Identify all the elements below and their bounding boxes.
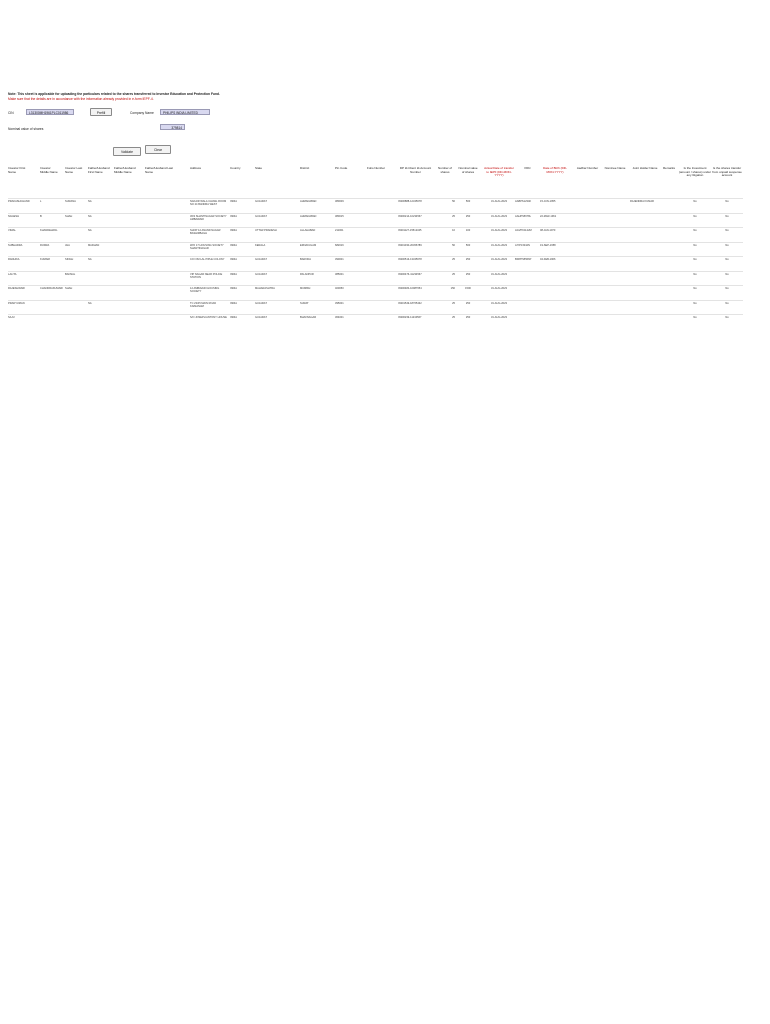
table-cell-shares[interactable]: 150 [450,287,455,290]
table-cell-suspense[interactable]: No [725,229,729,232]
table-cell-country[interactable]: INDIA [230,287,237,290]
table-cell-last[interactable]: SHAH [65,287,73,290]
table-cell-dpid[interactable]: IN300513-13345678 [398,258,422,261]
row-divider [8,300,743,301]
cin-label: CIN [8,111,14,115]
column-header: Remarks [662,166,675,170]
table-cell-date[interactable]: 31-AUG-2023 [490,272,507,276]
table-cell-state[interactable]: GUJARAT [255,272,267,276]
column-header: State [255,166,263,170]
table-cell-first[interactable]: RADHIKA [8,258,20,261]
table-cell-last[interactable]: BANSAL [65,272,76,276]
table-cell-joint[interactable]: RAJENDRA KUMAR [630,200,654,203]
table-cell-date[interactable]: 31-AUG-2023 [490,316,507,319]
table-cell-dpid[interactable]: IN300476-41234567 [398,272,422,276]
table-cell-first[interactable]: PRAKASHCHAND [8,200,30,203]
table-cell-shares[interactable]: 25 [452,316,455,319]
column-header: Nominee Name [604,166,626,170]
table-cell-district[interactable]: ALLAHABAD [300,229,316,232]
table-cell-nominal[interactable]: 250 [465,301,471,305]
column-header: Is the shares transfer from unpaid suspense account [712,166,742,178]
table-cell-dob[interactable]: 22-MAR-1961 [540,214,557,218]
table-cell-father-first[interactable]: NA [88,258,92,261]
column-header: Investor Last Name [65,166,83,174]
nominal-value-input[interactable]: 379814 [160,124,185,130]
table-cell-address[interactable]: SHOP 12 ANAND NAGAR BASHIRBAGH [190,229,221,236]
table-cell-nominal[interactable]: 500 [465,200,471,203]
table-cell-last[interactable]: SURANA [65,200,76,203]
table-cell-dpid[interactable]: IN300239-11234567 [398,316,422,319]
column-header: DP Id-Client Id-Account Number [399,166,432,174]
table-cell-address[interactable]: 12 AMBAVADI HOUSING SOCIETY [190,287,220,294]
row-divider [8,271,743,272]
table-cell-first[interactable]: SAJU [8,316,15,319]
note-line-2: Make sure that the details are in accordance with the information already provided in e-form IEPF-4. [8,97,154,101]
table-cell-father-first[interactable]: NA [88,214,92,218]
table-cell-district[interactable]: AHMADABAD [300,200,317,203]
table-cell-suspense[interactable]: No [725,301,729,305]
table-cell-first[interactable]: SUBHADRA [8,243,23,247]
table-cell-pin[interactable]: 395001 [335,301,344,305]
table-cell-shares[interactable]: 10 [452,229,455,232]
column-header: Is the Investment (amount / shares) under any litigation [679,166,712,178]
column-header: Aadhar Number [576,166,599,170]
table-cell-middle[interactable]: KHANDELWAL [40,229,58,232]
table-cell-last[interactable]: JHA [65,243,70,247]
table-cell-litigation[interactable]: No [693,229,697,232]
table-cell-pan[interactable]: AGVPK1122M [515,229,532,232]
table-cell-address[interactable]: S/O JOSEPH ANTONY HOUSE [190,316,227,319]
column-header: Country [230,166,241,170]
table-cell-pin[interactable]: 211001 [335,229,344,232]
prefill-button[interactable]: Prefill [90,108,112,116]
table-cell-first[interactable]: NAGESH [8,214,19,218]
table-cell-middle[interactable]: CHANDRAKUMARI [40,287,63,290]
table-cell-nominal[interactable]: 1500 [465,287,471,290]
column-header: District [300,166,310,170]
table-cell-state[interactable]: GUJARAT [255,301,267,305]
table-cell-address[interactable]: TC 23/45 MAIN ROAD KAIMANAM [190,301,217,308]
table-cell-suspense[interactable]: No [725,287,729,290]
table-cell-litigation[interactable]: No [693,258,697,261]
table-cell-date[interactable]: 31-AUG-2023 [490,243,507,247]
company-name-input[interactable]: PHILIPS INDIA LIMITED [160,109,210,115]
table-cell-date[interactable]: 31-AUG-2023 [490,258,507,261]
table-cell-pin[interactable]: 380015 [335,214,344,218]
table-cell-litigation[interactable]: No [693,301,697,305]
nominal-value-label: Nominal value of shares [8,127,44,131]
table-cell-father-first[interactable]: NA [88,229,92,232]
column-header: Address [190,166,202,170]
table-cell-dpid[interactable]: IN301330-20456789 [398,243,422,247]
table-cell-pan[interactable]: AAHPS5678L [515,214,532,218]
table-cell-first[interactable]: LALITA [8,272,17,276]
table-cell-country[interactable]: INDIA [230,214,237,218]
table-cell-shares[interactable]: 25 [452,214,455,218]
note-line-1: Note: This sheet is applicable for uploading the particulars related to the shares transferred to Investor Education and Protection Fund. [8,92,220,96]
table-cell-litigation[interactable]: No [693,272,697,276]
table-cell-pan[interactable]: BDPPS5566P [515,258,532,261]
table-cell-pin[interactable]: 400050 [335,287,344,290]
table-cell-nominal[interactable]: 250 [465,214,471,218]
table-cell-country[interactable]: INDIA [230,200,237,203]
table-cell-state[interactable]: GUJARAT [255,200,267,203]
table-cell-country[interactable]: INDIA [230,316,237,319]
company-name-label: Company Name [130,111,154,115]
table-cell-pin[interactable]: 380009 [335,200,344,203]
table-cell-middle[interactable]: B [40,214,42,218]
table-cell-suspense[interactable]: No [725,200,729,203]
table-cell-father-first[interactable]: NA [88,200,92,203]
column-header: Number of shares [437,166,452,174]
table-cell-pin[interactable]: 385001 [335,272,344,276]
column-header: Investor First Name [8,166,26,174]
row-divider [8,256,743,257]
table-cell-nominal[interactable]: 250 [465,258,471,261]
table-cell-country[interactable]: INDIA [230,258,237,261]
table-cell-litigation[interactable]: No [693,214,697,218]
row-divider [8,242,743,243]
table-cell-first[interactable]: PRADYUMAN [8,301,25,305]
table-cell-shares[interactable]: 50 [452,200,455,203]
table-cell-shares[interactable]: 25 [452,301,455,305]
table-cell-country[interactable]: INDIA [230,243,237,247]
row-divider [8,314,743,315]
table-cell-shares[interactable]: 50 [452,243,455,247]
table-cell-last[interactable]: SINGH [65,258,74,261]
row-divider [8,285,743,286]
table-cell-suspense[interactable]: No [725,258,729,261]
table-cell-state[interactable]: UTTAR PRADESH [255,229,277,232]
table-cell-date[interactable]: 31-AUG-2023 [490,229,507,232]
table-cell-state[interactable]: KERALA [255,243,266,247]
table-cell-nominal[interactable]: 500 [465,243,471,247]
table-cell-litigation[interactable]: No [693,200,697,203]
table-cell-nominal[interactable]: 250 [465,272,471,276]
table-cell-shares[interactable]: 25 [452,272,455,276]
table-cell-district[interactable]: SURAT [300,301,309,305]
table-cell-dpid[interactable]: IN300214-10234567 [398,214,422,218]
cin-input[interactable]: L31300MH1961PLC011986 [26,109,74,115]
table-cell-date[interactable]: 31-AUG-2023 [490,200,507,203]
table-cell-country[interactable]: INDIA [230,229,237,232]
table-cell-state[interactable]: GUJARAT [255,258,267,261]
table-cell-dpid[interactable]: IN301549-18765432 [398,301,422,305]
table-cell-suspense[interactable]: No [725,243,729,247]
column-header: Investor Middle Name [40,166,58,174]
table-cell-middle[interactable]: KUMARI [40,258,51,261]
table-cell-nominal[interactable]: 250 [465,316,471,319]
table-cell-address[interactable]: C/O OM LAL PIPLE COLONY [190,258,225,261]
table-cell-dpid[interactable]: IN300888-12345678 [398,200,422,203]
table-cell-address[interactable]: VIP NAGAR NEAR POLICE STATION [190,272,223,279]
table-cell-state[interactable]: GUJARAT [255,316,267,319]
table-cell-district[interactable]: PALANPUR [300,272,314,276]
row-divider [8,227,743,228]
table-cell-father-first[interactable]: NA [88,301,92,305]
table-cell-district[interactable]: BHAVNAGAR [300,316,317,319]
table-cell-first[interactable]: VIMAL [8,229,16,232]
row-divider [8,198,743,199]
column-header: Date of Birth (DD-MON-YYYY) [543,166,567,174]
table-cell-middle[interactable]: RUDRA [40,243,50,247]
table-cell-pin[interactable]: 682016 [335,243,344,247]
table-cell-district[interactable]: AHMADABAD [300,214,317,218]
clear-button[interactable]: Clear [145,145,171,154]
table-cell-district[interactable]: ERNAKULAM [300,243,317,247]
table-cell-date[interactable]: 31-AUG-2023 [490,214,507,218]
table-cell-suspense[interactable]: No [725,214,729,218]
column-header: Folio Number [367,166,386,170]
table-cell-father-first[interactable]: MADHAN [88,243,100,247]
column-header: Pin Code [335,166,348,170]
row-divider [8,213,743,214]
column-header: Father/Husband Middle Name [114,166,136,174]
table-cell-litigation[interactable]: No [693,287,697,290]
table-cell-dob[interactable]: 08-JAN-1970 [540,229,556,232]
table-cell-pan[interactable]: AABPS1234K [515,200,532,203]
table-cell-pan[interactable]: AIYPJ3344N [515,243,530,247]
table-cell-address[interactable]: W/O 17 HOUSING SOCIETY SHANTINAGAR [190,243,224,250]
table-cell-last[interactable]: SHAH [65,214,73,218]
table-cell-address[interactable]: 36/3 SHANTINAGAR SOCIETY AMBAWADI [190,214,227,221]
table-cell-first[interactable]: RAJESHWARI [8,287,25,290]
table-cell-litigation[interactable]: No [693,316,697,319]
table-cell-dob[interactable]: 15-JUN-1955 [540,200,556,203]
table-cell-middle[interactable]: L [40,200,42,203]
table-cell-date[interactable]: 31-AUG-2023 [490,301,507,305]
table-cell-pin[interactable]: 390001 [335,258,344,261]
table-cell-district[interactable]: MUMBAI [300,287,311,290]
table-cell-suspense[interactable]: No [725,316,729,319]
column-header: Nominal value of shares [458,166,478,174]
table-cell-country[interactable]: INDIA [230,272,237,276]
table-cell-state[interactable]: MAHARASHTRA [255,287,275,290]
table-cell-suspense[interactable]: No [725,272,729,276]
table-cell-country[interactable]: INDIA [230,301,237,305]
table-cell-address[interactable]: NAKAIR WALA CHAWL ROOM NO 24 BANDRA WEST [190,200,227,207]
table-cell-district[interactable]: BARODA [300,258,311,261]
table-cell-date[interactable]: 31-AUG-2023 [490,287,507,290]
table-cell-shares[interactable]: 25 [452,258,455,261]
table-cell-pin[interactable]: 364001 [335,316,344,319]
column-header: Joint Holder Name [632,166,658,170]
column-header: Father/Husband First Name [88,166,110,174]
column-header: Actual Date of transfer to IEPF (DD-MON-YYYY) [484,166,514,178]
column-header: PAN [524,166,531,170]
table-cell-dpid[interactable]: IN301127-15512345 [398,229,422,232]
table-cell-litigation[interactable]: No [693,243,697,247]
table-cell-nominal[interactable]: 100 [465,229,471,232]
table-cell-dob[interactable]: 04-FEB-1966 [540,258,556,261]
table-cell-state[interactable]: GUJARAT [255,214,267,218]
column-header: Father/Husband Last Name [145,166,174,174]
table-cell-dob[interactable]: 19-SEP-1958 [540,243,556,247]
validate-button[interactable]: Validate [113,147,141,156]
table-cell-dpid[interactable]: IN300484-10987654 [398,287,422,290]
